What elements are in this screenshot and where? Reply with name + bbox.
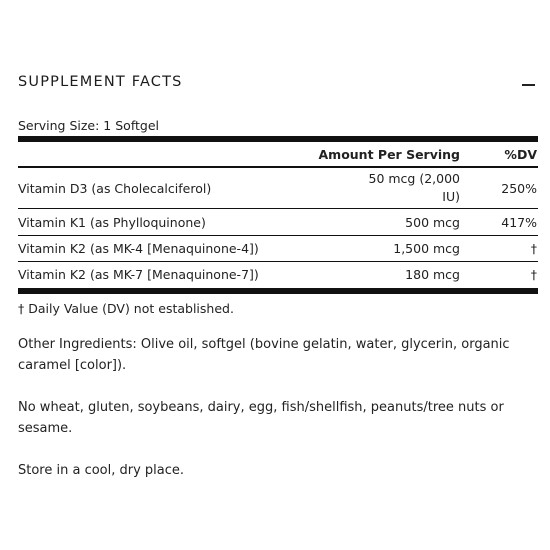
nutrient-amount: 1,500 mcg [393,241,460,256]
dv-header: %DV [504,147,537,162]
nutrient-name: Vitamin K2 (as MK-7 [Menaquinone-7]) [18,267,259,282]
nutrient-dv: † [530,267,537,282]
amount-header: Amount Per Serving [318,147,460,162]
allergen-statement: No wheat, gluten, soybeans, dairy, egg, fish/shellfish, peanuts/tree nuts or sesame. [18,400,504,436]
row-rule [18,261,538,262]
nutrient-dv: 250% [501,181,537,196]
section-title: SUPPLEMENT FACTS [18,74,183,90]
nutrient-name: Vitamin K1 (as Phylloquinone) [18,215,206,230]
other-ingredients: Other Ingredients: Olive oil, softgel (bovine gelatin, water, glycerin, organic caramel [color]). [18,337,510,373]
row-rule [18,235,538,236]
nutrient-name: Vitamin K2 (as MK-4 [Menaquinone-4]) [18,241,259,256]
row-rule [18,208,538,209]
storage-instructions: Store in a cool, dry place. [18,463,185,478]
table-top-rule [18,136,538,142]
footnote: † Daily Value (DV) not established. [18,301,234,316]
nutrient-amount: 180 mcg [405,267,460,282]
header-rule [18,166,538,168]
nutrient-amount: 500 mcg [405,215,460,230]
minus-icon[interactable] [522,84,535,86]
nutrient-dv: † [530,241,537,256]
nutrient-amount: 50 mcg (2,000 IU) [368,171,460,204]
section-header[interactable] [18,74,538,96]
table-bottom-rule [18,288,538,294]
nutrient-name: Vitamin D3 (as Cholecalciferol) [18,181,212,196]
serving-size: Serving Size: 1 Softgel [18,118,159,133]
nutrient-dv: 417% [501,215,537,230]
